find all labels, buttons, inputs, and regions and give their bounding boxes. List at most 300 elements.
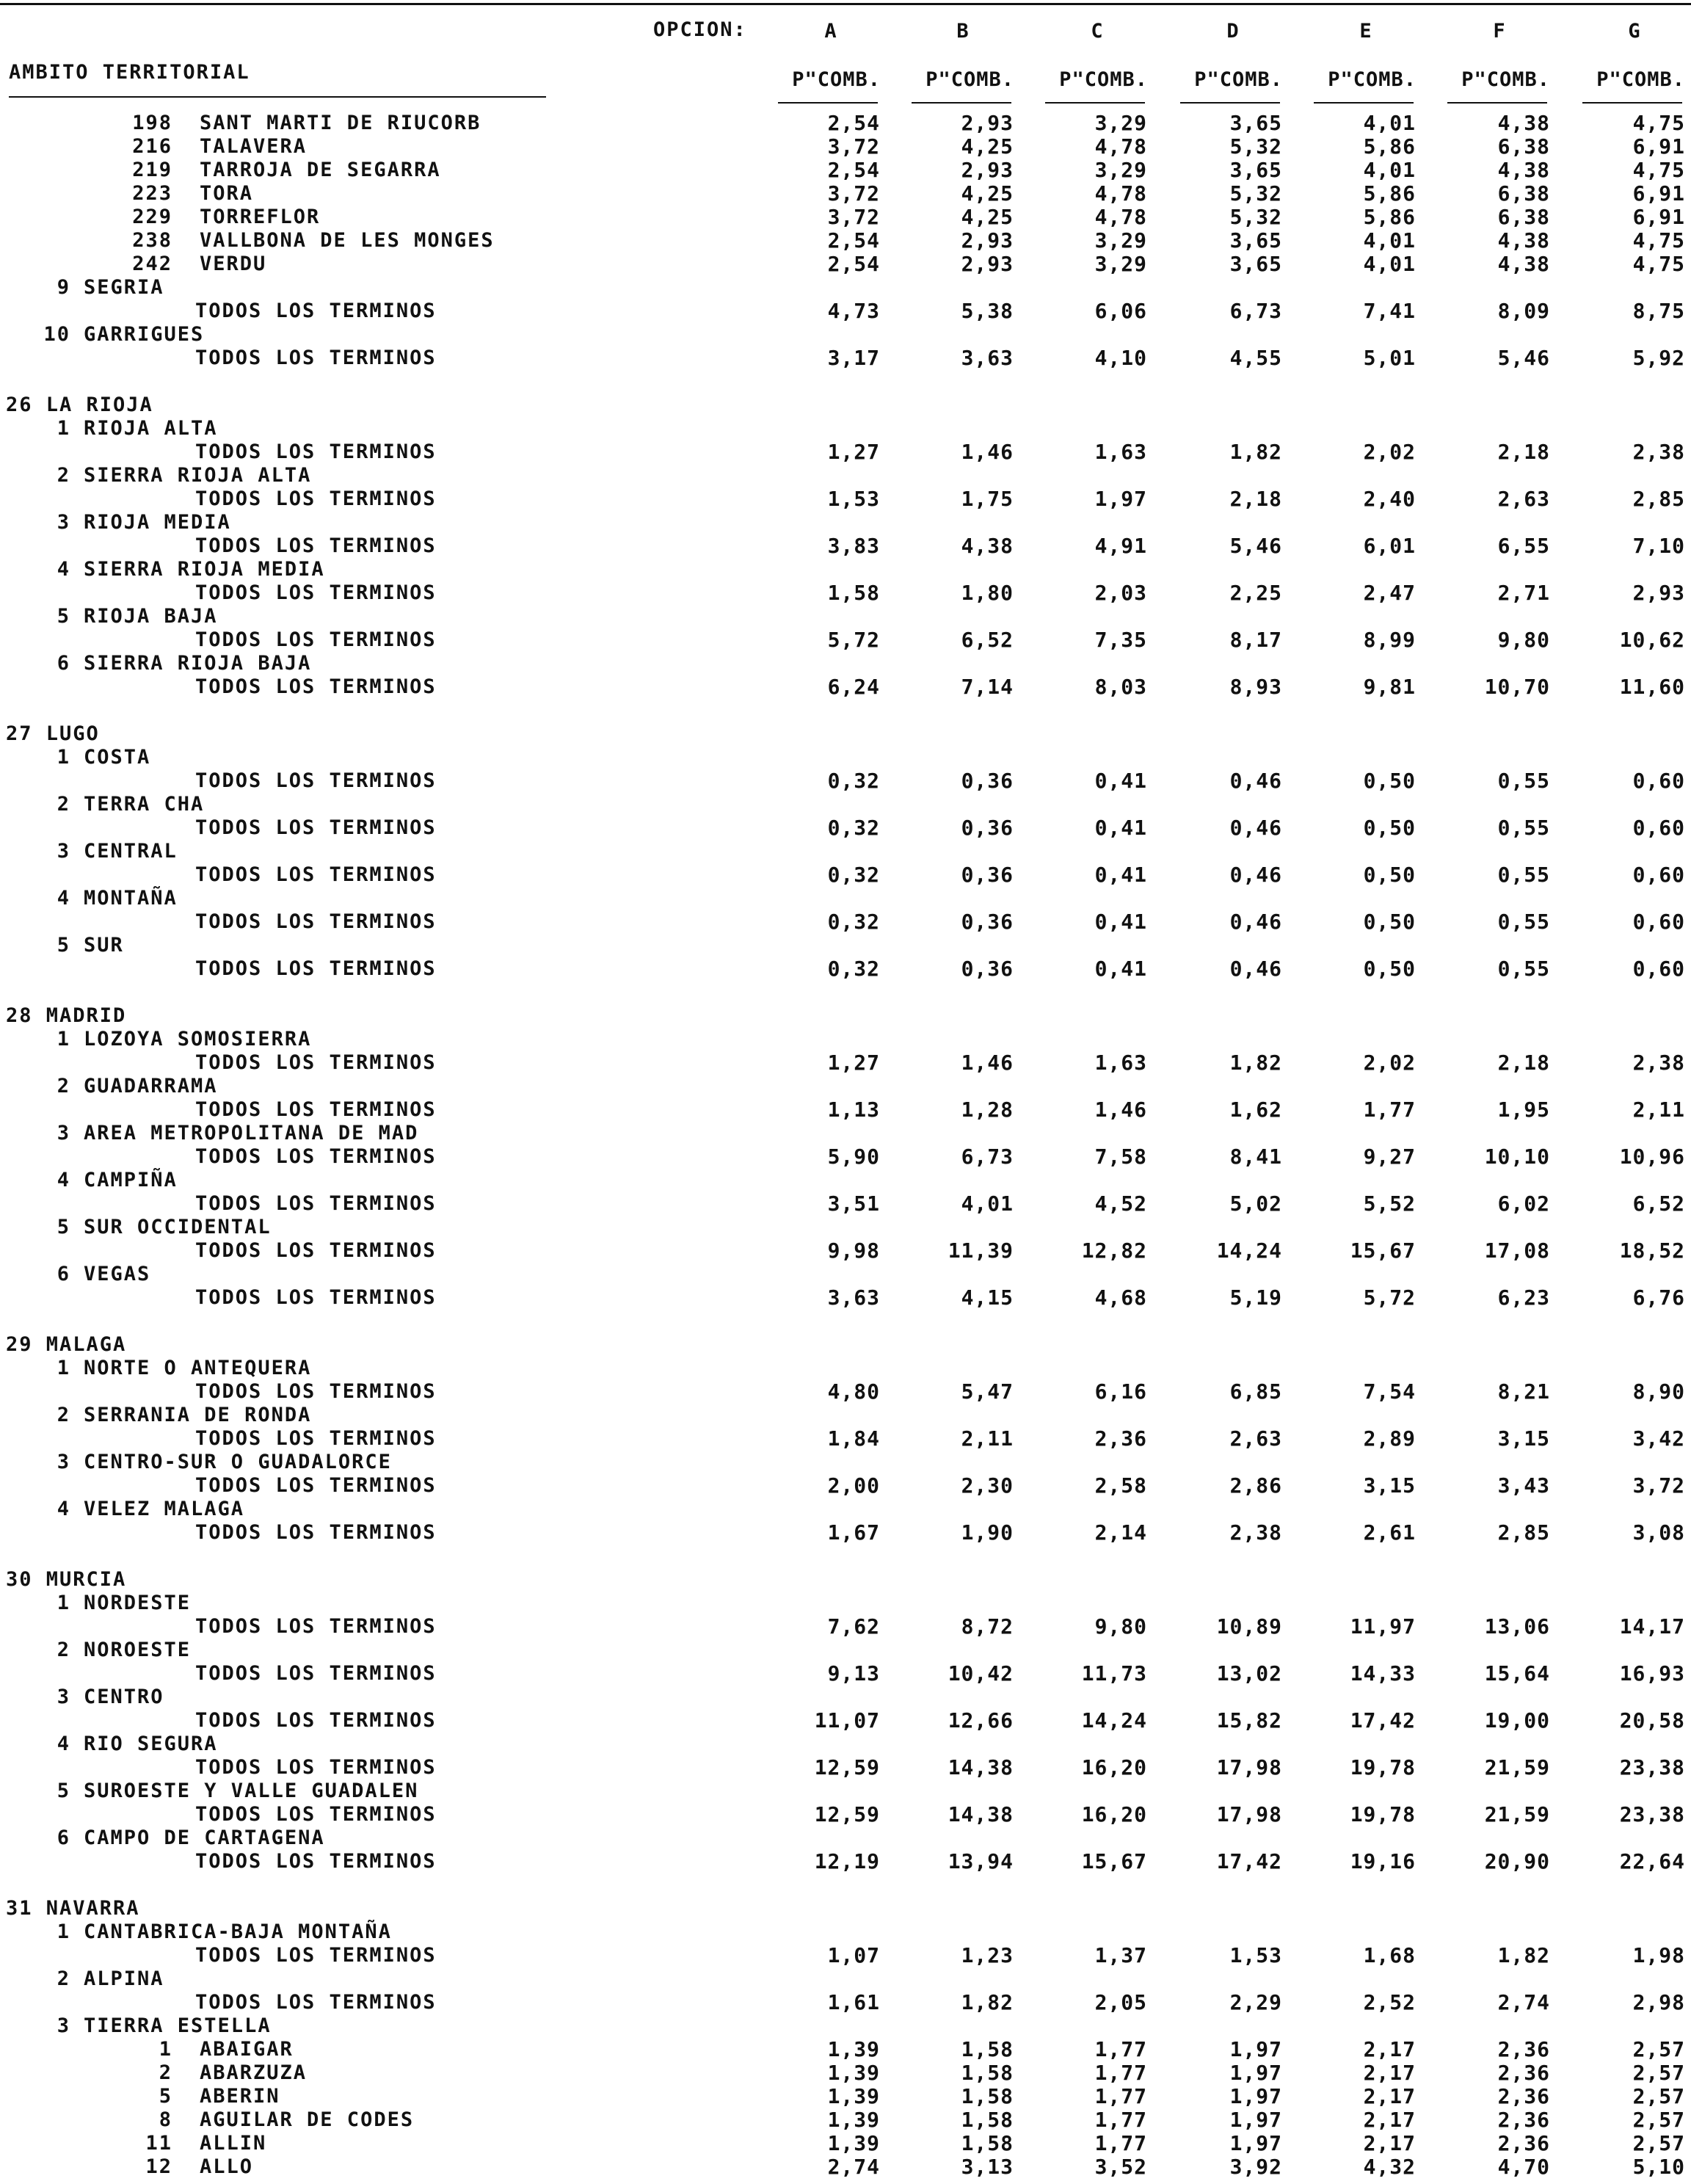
value-cell-d: 0,46 [1229,769,1282,793]
table-row [0,1098,1691,1122]
comarca-name: RIOJA BAJA [84,605,218,628]
value-cell-d: 1,62 [1229,1098,1282,1122]
all-terms-label: TODOS LOS TERMINOS [195,440,437,463]
table-row [0,1803,1691,1826]
value-cell-c: 15,67 [1081,1849,1147,1873]
value-cell-a: 1,39 [827,2131,880,2155]
option-d-header: D [1226,20,1240,43]
municipality-code: 229 [132,206,172,228]
option-e-header: E [1359,20,1372,43]
value-cell-e: 6,01 [1363,534,1416,558]
comarca-name: CENTRO-SUR O GUADALORCE [84,1451,392,1473]
value-cell-e: 3,15 [1363,1473,1416,1498]
comarca-number: 3 [57,1686,70,1708]
all-terms-label: TODOS LOS TERMINOS [195,863,437,886]
comarca-number: 2 [57,1404,70,1426]
value-cell-a: 7,62 [827,1614,880,1639]
value-cell-a: 2,54 [827,158,880,182]
table-row [0,1615,1691,1639]
comarca-number: 3 [57,2014,70,2037]
comarca-number: 5 [57,1780,70,1802]
table-row [0,2014,1691,2038]
table-row [0,347,1691,370]
all-terms-label: TODOS LOS TERMINOS [195,1521,437,1544]
value-cell-c: 11,73 [1081,1661,1147,1686]
value-cell-e: 7,54 [1363,1379,1416,1404]
comarca-number: 4 [57,558,70,581]
value-cell-e: 15,67 [1350,1238,1416,1263]
value-cell-c: 3,52 [1094,2155,1147,2179]
value-cell-f: 2,85 [1497,1520,1550,1545]
value-cell-g: 3,72 [1632,1473,1685,1498]
table-row [0,934,1691,957]
value-cell-b: 0,36 [961,910,1014,934]
value-cell-b: 11,39 [948,1238,1014,1263]
value-cell-e: 5,52 [1363,1191,1416,1216]
value-cell-f: 8,21 [1497,1379,1550,1404]
value-cell-c: 2,58 [1094,1473,1147,1498]
comarca-name: SIERRA RIOJA BAJA [84,652,312,675]
table-row [0,1662,1691,1686]
all-terms-label: TODOS LOS TERMINOS [195,1803,437,1826]
table-row [0,1474,1691,1498]
value-cell-c: 7,35 [1094,628,1147,652]
value-cell-g: 8,75 [1632,299,1685,323]
table-row [0,112,1691,135]
value-cell-a: 3,72 [827,205,880,229]
comarca-number: 5 [57,1216,70,1238]
table-row [0,2038,1691,2061]
value-cell-b: 4,25 [961,134,1014,159]
municipality-name: TALAVERA [200,135,308,158]
value-cell-e: 4,32 [1363,2155,1416,2179]
value-cell-e: 5,86 [1363,134,1416,159]
all-terms-label: TODOS LOS TERMINOS [195,534,437,557]
opcion-label: OPCION: [653,18,747,41]
table-row [0,1404,1691,1427]
table-row [0,534,1691,558]
comarca-name: RIOJA MEDIA [84,511,231,534]
comarca-number: 2 [57,1967,70,1990]
value-cell-g: 3,42 [1632,1426,1685,1451]
value-cell-g: 5,10 [1632,2155,1685,2179]
comarca-name: SUR [84,934,124,957]
all-terms-label: TODOS LOS TERMINOS [195,957,437,980]
value-cell-a: 1,39 [827,2084,880,2108]
comarca-number: 3 [57,1122,70,1144]
value-cell-e: 11,97 [1350,1614,1416,1639]
value-cell-g: 2,57 [1632,2131,1685,2155]
value-cell-e: 14,33 [1350,1661,1416,1686]
table-row [0,1310,1691,1333]
table-row [0,1216,1691,1239]
value-cell-c: 1,97 [1094,487,1147,511]
value-cell-e: 1,77 [1363,1098,1416,1122]
unit-underline-b [912,102,1011,104]
all-terms-label: TODOS LOS TERMINOS [195,1662,437,1685]
all-terms-label: TODOS LOS TERMINOS [195,1427,437,1450]
municipality-name: AGUILAR DE CODES [200,2108,415,2131]
value-cell-f: 0,55 [1497,816,1550,840]
province-heading: 29 MALAGA [6,1333,127,1356]
value-cell-g: 2,98 [1632,1990,1685,2014]
comarca-name: SUR OCCIDENTAL [84,1216,272,1238]
comarca-name: NORTE O ANTEQUERA [84,1357,312,1379]
comarca-number: 4 [57,887,70,910]
comarca-name: SIERRA RIOJA ALTA [84,464,312,487]
unit-underline-c [1045,102,1145,104]
value-cell-c: 1,77 [1094,2084,1147,2108]
value-cell-f: 3,43 [1497,1473,1550,1498]
value-cell-g: 4,75 [1632,252,1685,276]
value-cell-d: 0,46 [1229,910,1282,934]
comarca-number: 2 [57,1639,70,1661]
value-cell-a: 2,00 [827,1473,880,1498]
value-cell-a: 12,59 [814,1802,880,1826]
value-cell-d: 17,42 [1216,1849,1282,1873]
municipality-code: 5 [159,2085,172,2108]
value-cell-d: 1,97 [1229,2108,1282,2132]
value-cell-e: 7,41 [1363,299,1416,323]
value-cell-e: 19,16 [1350,1849,1416,1873]
comarca-name: ALPINA [84,1967,164,1990]
value-cell-g: 11,60 [1619,675,1685,699]
comarca-number: 1 [57,1028,70,1051]
table-row [0,487,1691,511]
table-row [0,840,1691,863]
value-cell-g: 18,52 [1619,1238,1685,1263]
value-cell-d: 0,46 [1229,957,1282,981]
value-cell-a: 3,63 [827,1285,880,1310]
value-cell-e: 2,61 [1363,1520,1416,1545]
all-terms-label: TODOS LOS TERMINOS [195,1239,437,1262]
value-cell-a: 1,27 [827,1051,880,1075]
value-cell-f: 4,38 [1497,158,1550,182]
value-cell-g: 2,38 [1632,1051,1685,1075]
table-row [0,229,1691,253]
value-cell-g: 2,57 [1632,2084,1685,2108]
value-cell-b: 4,25 [961,205,1014,229]
value-cell-g: 4,75 [1632,228,1685,253]
province-heading: 27 LUGO [6,722,100,745]
table-row [0,1427,1691,1451]
table-row [0,1991,1691,2014]
table-row [0,135,1691,159]
value-cell-a: 0,32 [827,863,880,887]
value-cell-g: 2,85 [1632,487,1685,511]
value-cell-c: 3,29 [1094,228,1147,253]
value-cell-g: 10,96 [1619,1144,1685,1169]
value-cell-f: 0,55 [1497,863,1550,887]
value-cell-c: 9,80 [1094,1614,1147,1639]
option-a-header: A [824,20,837,43]
value-cell-e: 4,01 [1363,158,1416,182]
comarca-number: 5 [57,605,70,628]
value-cell-a: 0,32 [827,957,880,981]
value-cell-f: 20,90 [1484,1849,1550,1873]
all-terms-label: TODOS LOS TERMINOS [195,581,437,604]
comarca-number: 3 [57,840,70,863]
unit-underline-f [1447,102,1547,104]
table-row [0,699,1691,722]
value-cell-g: 0,60 [1632,769,1685,793]
value-cell-e: 0,50 [1363,816,1416,840]
value-cell-a: 11,07 [814,1708,880,1733]
value-cell-c: 2,05 [1094,1990,1147,2014]
table-row [0,1850,1691,1873]
value-cell-f: 6,38 [1497,134,1550,159]
all-terms-label: TODOS LOS TERMINOS [195,1944,437,1967]
province-heading: 30 MURCIA [6,1568,127,1591]
value-cell-d: 1,82 [1229,1051,1282,1075]
unit-underline-d [1180,102,1280,104]
value-cell-b: 4,15 [961,1285,1014,1310]
table-row [0,863,1691,887]
value-cell-e: 19,78 [1350,1755,1416,1780]
value-cell-b: 2,93 [961,228,1014,253]
value-cell-f: 15,64 [1484,1661,1550,1686]
value-cell-f: 2,71 [1497,581,1550,605]
value-cell-a: 5,90 [827,1144,880,1169]
value-cell-d: 1,53 [1229,1943,1282,1967]
value-cell-c: 4,78 [1094,181,1147,206]
value-cell-g: 6,52 [1632,1191,1685,1216]
option-b-header: B [956,20,970,43]
value-cell-f: 9,80 [1497,628,1550,652]
value-cell-e: 4,01 [1363,228,1416,253]
comarca-name: MONTAÑA [84,887,178,910]
table-row [0,957,1691,981]
value-cell-d: 17,98 [1216,1755,1282,1780]
table-row [0,769,1691,793]
value-cell-b: 0,36 [961,816,1014,840]
table-row [0,1568,1691,1592]
value-cell-a: 4,80 [827,1379,880,1404]
comarca-name: TERRA CHA [84,793,205,816]
value-cell-c: 6,16 [1094,1379,1147,1404]
value-cell-a: 0,32 [827,910,880,934]
comarca-name: CANTABRICA-BAJA MONTAÑA [84,1920,392,1943]
comarca-number: 6 [57,1826,70,1849]
value-cell-d: 14,24 [1216,1238,1282,1263]
option-g-header: G [1628,20,1641,43]
table-row [0,1145,1691,1169]
value-cell-e: 2,47 [1363,581,1416,605]
all-terms-label: TODOS LOS TERMINOS [195,487,437,510]
value-cell-d: 2,86 [1229,1473,1282,1498]
comarca-number: 6 [57,652,70,675]
value-cell-a: 12,19 [814,1849,880,1873]
value-cell-b: 14,38 [948,1802,1014,1826]
value-cell-g: 23,38 [1619,1802,1685,1826]
comarca-name: VELEZ MALAGA [84,1498,245,1520]
value-cell-d: 0,46 [1229,816,1282,840]
value-cell-f: 2,74 [1497,1990,1550,2014]
value-cell-g: 20,58 [1619,1708,1685,1733]
table-row [0,1733,1691,1756]
value-cell-e: 5,86 [1363,181,1416,206]
value-cell-b: 1,90 [961,1520,1014,1545]
value-cell-d: 17,98 [1216,1802,1282,1826]
municipality-name: ABARZUZA [200,2061,308,2084]
value-cell-b: 10,42 [948,1661,1014,1686]
all-terms-label: TODOS LOS TERMINOS [195,300,437,322]
value-cell-d: 15,82 [1216,1708,1282,1733]
all-terms-label: TODOS LOS TERMINOS [195,910,437,933]
value-cell-b: 3,63 [961,346,1014,370]
value-cell-c: 12,82 [1081,1238,1147,1263]
table-row [0,1169,1691,1192]
value-cell-e: 4,01 [1363,111,1416,135]
table-row [0,722,1691,746]
municipality-code: 223 [132,182,172,205]
comarca-number: 9 [57,276,70,299]
value-cell-b: 1,58 [961,2084,1014,2108]
table-row [0,1286,1691,1310]
value-cell-e: 8,99 [1363,628,1416,652]
value-cell-e: 4,01 [1363,252,1416,276]
table-row [0,793,1691,816]
comarca-number: 2 [57,1075,70,1098]
unit-header-b: P"COMB. [925,68,1014,91]
table-row [0,981,1691,1004]
table-row [0,1967,1691,1991]
value-cell-b: 2,30 [961,1473,1014,1498]
value-cell-c: 2,03 [1094,581,1147,605]
value-cell-a: 1,53 [827,487,880,511]
all-terms-label: TODOS LOS TERMINOS [195,1192,437,1215]
value-cell-c: 1,77 [1094,2061,1147,2085]
value-cell-d: 2,38 [1229,1520,1282,1545]
value-cell-g: 7,10 [1632,534,1685,558]
value-cell-c: 0,41 [1094,910,1147,934]
value-cell-g: 8,90 [1632,1379,1685,1404]
unit-header-g: P"COMB. [1596,68,1685,91]
value-cell-g: 6,76 [1632,1285,1685,1310]
value-cell-g: 5,92 [1632,346,1685,370]
value-cell-a: 4,73 [827,299,880,323]
province-heading: 31 NAVARRA [6,1897,140,1920]
value-cell-c: 4,78 [1094,134,1147,159]
table-row [0,1075,1691,1098]
value-cell-e: 0,50 [1363,957,1416,981]
comarca-name: TIERRA ESTELLA [84,2014,272,2037]
value-cell-b: 3,13 [961,2155,1014,2179]
table-row [0,2061,1691,2085]
value-cell-e: 19,78 [1350,1802,1416,1826]
value-cell-d: 5,32 [1229,134,1282,159]
value-cell-f: 4,70 [1497,2155,1550,2179]
table-row [0,1780,1691,1803]
value-cell-d: 3,65 [1229,228,1282,253]
table-row [0,182,1691,206]
table-row [0,159,1691,182]
value-cell-c: 3,29 [1094,158,1147,182]
comarca-number: 2 [57,793,70,816]
value-cell-g: 0,60 [1632,957,1685,981]
all-terms-label: TODOS LOS TERMINOS [195,1850,437,1873]
value-cell-e: 1,68 [1363,1943,1416,1967]
value-cell-e: 2,17 [1363,2061,1416,2085]
value-cell-f: 0,55 [1497,769,1550,793]
value-cell-d: 2,63 [1229,1426,1282,1451]
comarca-name: RIO SEGURA [84,1733,218,1755]
value-cell-d: 13,02 [1216,1661,1282,1686]
municipality-name: VALLBONA DE LES MONGES [200,229,495,252]
value-cell-b: 6,52 [961,628,1014,652]
table-row [0,1920,1691,1944]
comarca-name: NORDESTE [84,1592,192,1614]
comarca-name: SUROESTE Y VALLE GUADALEN [84,1780,419,1802]
value-cell-a: 3,72 [827,134,880,159]
value-cell-b: 14,38 [948,1755,1014,1780]
value-cell-c: 7,58 [1094,1144,1147,1169]
value-cell-d: 2,25 [1229,581,1282,605]
value-cell-b: 13,94 [948,1849,1014,1873]
value-cell-b: 2,93 [961,158,1014,182]
value-cell-d: 2,29 [1229,1990,1282,2014]
value-cell-f: 2,63 [1497,487,1550,511]
value-cell-d: 6,73 [1229,299,1282,323]
municipality-name: SANT MARTI DE RIUCORB [200,112,481,134]
value-cell-a: 1,58 [827,581,880,605]
unit-header-d: P"COMB. [1194,68,1283,91]
value-cell-g: 0,60 [1632,910,1685,934]
comarca-name: GARRIGUES [84,323,205,346]
table-row [0,1709,1691,1733]
value-cell-a: 1,27 [827,440,880,464]
value-cell-b: 1,28 [961,1098,1014,1122]
table-row [0,1004,1691,1028]
table-row [0,1498,1691,1521]
value-cell-g: 6,91 [1632,181,1685,206]
value-cell-f: 2,18 [1497,440,1550,464]
unit-underline-g [1582,102,1682,104]
value-cell-e: 2,02 [1363,440,1416,464]
table-row [0,558,1691,581]
table-row [0,276,1691,300]
value-cell-f: 6,23 [1497,1285,1550,1310]
table-row [0,253,1691,276]
value-cell-g: 6,91 [1632,134,1685,159]
value-cell-f: 8,09 [1497,299,1550,323]
comarca-number: 4 [57,1498,70,1520]
table-row [0,206,1691,229]
value-cell-f: 2,36 [1497,2037,1550,2061]
value-cell-g: 1,98 [1632,1943,1685,1967]
table-row [0,628,1691,652]
value-cell-e: 2,40 [1363,487,1416,511]
value-cell-g: 0,60 [1632,816,1685,840]
table-row [0,1897,1691,1920]
value-cell-d: 6,85 [1229,1379,1282,1404]
municipality-name: TARROJA DE SEGARRA [200,159,441,181]
comarca-name: CENTRAL [84,840,178,863]
all-terms-label: TODOS LOS TERMINOS [195,628,437,651]
province-heading: 28 MADRID [6,1004,127,1027]
value-cell-c: 16,20 [1081,1755,1147,1780]
value-cell-a: 2,54 [827,111,880,135]
table-row [0,1686,1691,1709]
all-terms-label: TODOS LOS TERMINOS [195,1145,437,1168]
value-cell-f: 4,38 [1497,228,1550,253]
value-cell-a: 1,61 [827,1990,880,2014]
value-cell-b: 12,66 [948,1708,1014,1733]
value-cell-c: 0,41 [1094,769,1147,793]
value-cell-b: 1,58 [961,2061,1014,2085]
value-cell-c: 14,24 [1081,1708,1147,1733]
value-cell-a: 1,39 [827,2037,880,2061]
